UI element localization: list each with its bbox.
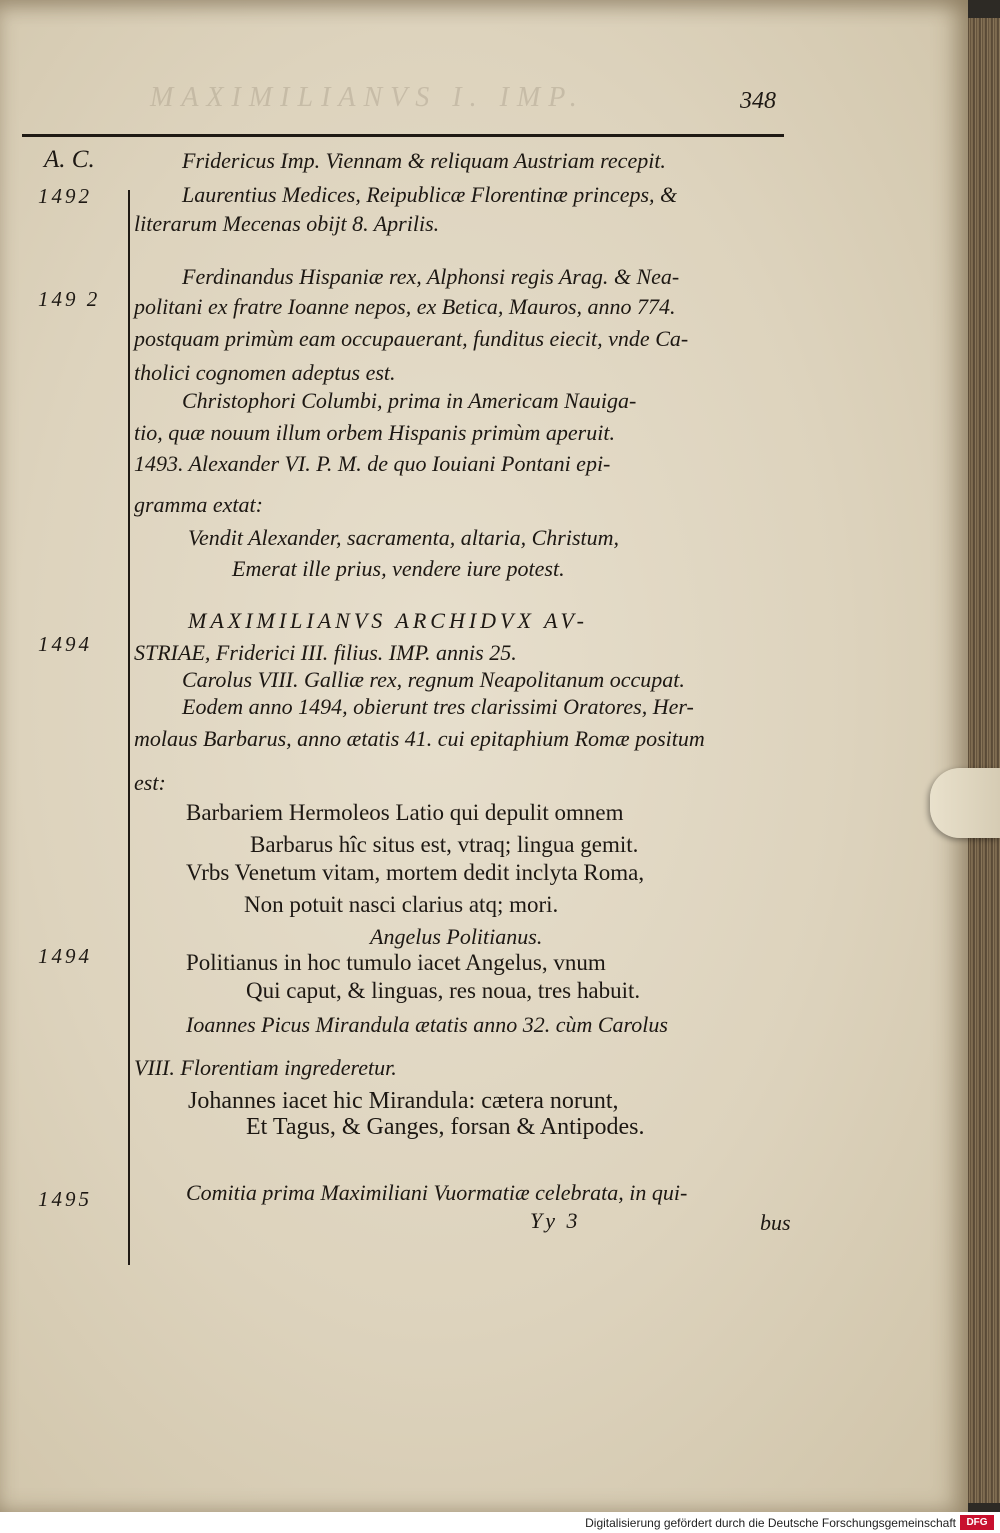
year-marker: 1494 — [38, 944, 92, 968]
text-line: Laurentius Medices, Reipublicæ Florentinæ princeps, & — [182, 182, 678, 207]
header-rule — [22, 134, 784, 137]
epitaph-line: Politianus in hoc tumulo iacet Angelus, vnum — [186, 950, 606, 975]
text-line: gramma extat: — [134, 492, 263, 517]
bleed-through-text: MAXIMILIANVS I. IMP. — [150, 82, 585, 113]
epitaph-line: Qui caput, & linguas, res noua, tres habuit. — [246, 978, 641, 1003]
year-marker: 149 2 — [38, 287, 101, 311]
year-marker: 1494 — [38, 632, 92, 656]
catchword-signature: Yy 3 — [530, 1208, 581, 1233]
digitization-footer — [0, 1512, 1000, 1533]
footer-credit: Digitalisierung gefördert durch die Deutsche Forschungsgemeinschaft — [585, 1516, 956, 1530]
epitaph-heading: Angelus Politianus. — [370, 924, 543, 949]
catchword: bus — [760, 1210, 791, 1235]
epitaph-line: Barbarus hîc situs est, vtraq; lingua gemit. — [250, 832, 639, 857]
text-line: STRIAE, Friderici III. filius. IMP. annis 25. — [134, 640, 517, 665]
page-number: 348 — [740, 88, 776, 114]
text-line: politani ex fratre Ioanne nepos, ex Betica, Mauros, anno 774. — [134, 294, 676, 319]
text-line: tholici cognomen adeptus est. — [134, 360, 396, 385]
text-line: Ferdinandus Hispaniæ rex, Alphonsi regis Arag. & Nea- — [182, 264, 680, 289]
text-line: VIII. Florentiam ingrederetur. — [134, 1055, 397, 1080]
text-line: molaus Barbarus, anno ætatis 41. cui epitaphium Romæ positum — [134, 726, 705, 751]
epitaph-line: Vrbs Venetum vitam, mortem dedit inclyta Roma, — [186, 860, 645, 885]
epigram-line: Vendit Alexander, sacramenta, altaria, Christum, — [188, 525, 620, 550]
column-heading: A. C. — [44, 146, 95, 173]
text-line: 1493. Alexander VI. P. M. de quo Iouiani Pontani epi- — [134, 451, 611, 476]
year-column-rule — [128, 190, 130, 1265]
epitaph-line: Et Tagus, & Ganges, forsan & Antipodes. — [246, 1114, 645, 1140]
text-line: tio, quæ nouum illum orbem Hispanis primùm aperuit. — [134, 420, 615, 445]
text-line: Christophori Columbi, prima in Americam Nauiga- — [182, 388, 637, 413]
text-line: Ioannes Picus Mirandula ætatis anno 32. cùm Carolus — [186, 1012, 668, 1037]
text-line: literarum Mecenas obijt 8. Aprilis. — [134, 211, 440, 236]
text-line: Fridericus Imp. Viennam & reliquam Austriam recepit. — [182, 148, 666, 173]
epitaph-line: Johannes iacet hic Mirandula: cætera norunt, — [188, 1088, 619, 1114]
text-line: est: — [134, 770, 166, 795]
text-line: Eodem anno 1494, obierunt tres clarissimi Oratores, Her- — [182, 694, 694, 719]
bookmark-tab — [930, 768, 1000, 838]
section-heading: MAXIMILIANVS ARCHIDVX AV- — [188, 608, 588, 633]
year-marker: 1492 — [38, 184, 92, 208]
year-marker: 1495 — [38, 1187, 92, 1211]
text-line: postquam primùm eam occupauerant, funditus eiecit, vnde Ca- — [134, 326, 689, 351]
epigram-line: Emerat ille prius, vendere iure potest. — [232, 556, 565, 581]
text-line: Carolus VIII. Galliæ rex, regnum Neapolitanum occupat. — [182, 667, 685, 692]
epitaph-line: Non potuit nasci clarius atq; mori. — [244, 892, 559, 917]
epitaph-line: Barbariem Hermoleos Latio qui depulit omnem — [186, 800, 624, 825]
dfg-logo-icon: DFG — [960, 1515, 994, 1530]
text-line: Comitia prima Maximiliani Vuormatiæ celebrata, in qui- — [186, 1180, 688, 1205]
